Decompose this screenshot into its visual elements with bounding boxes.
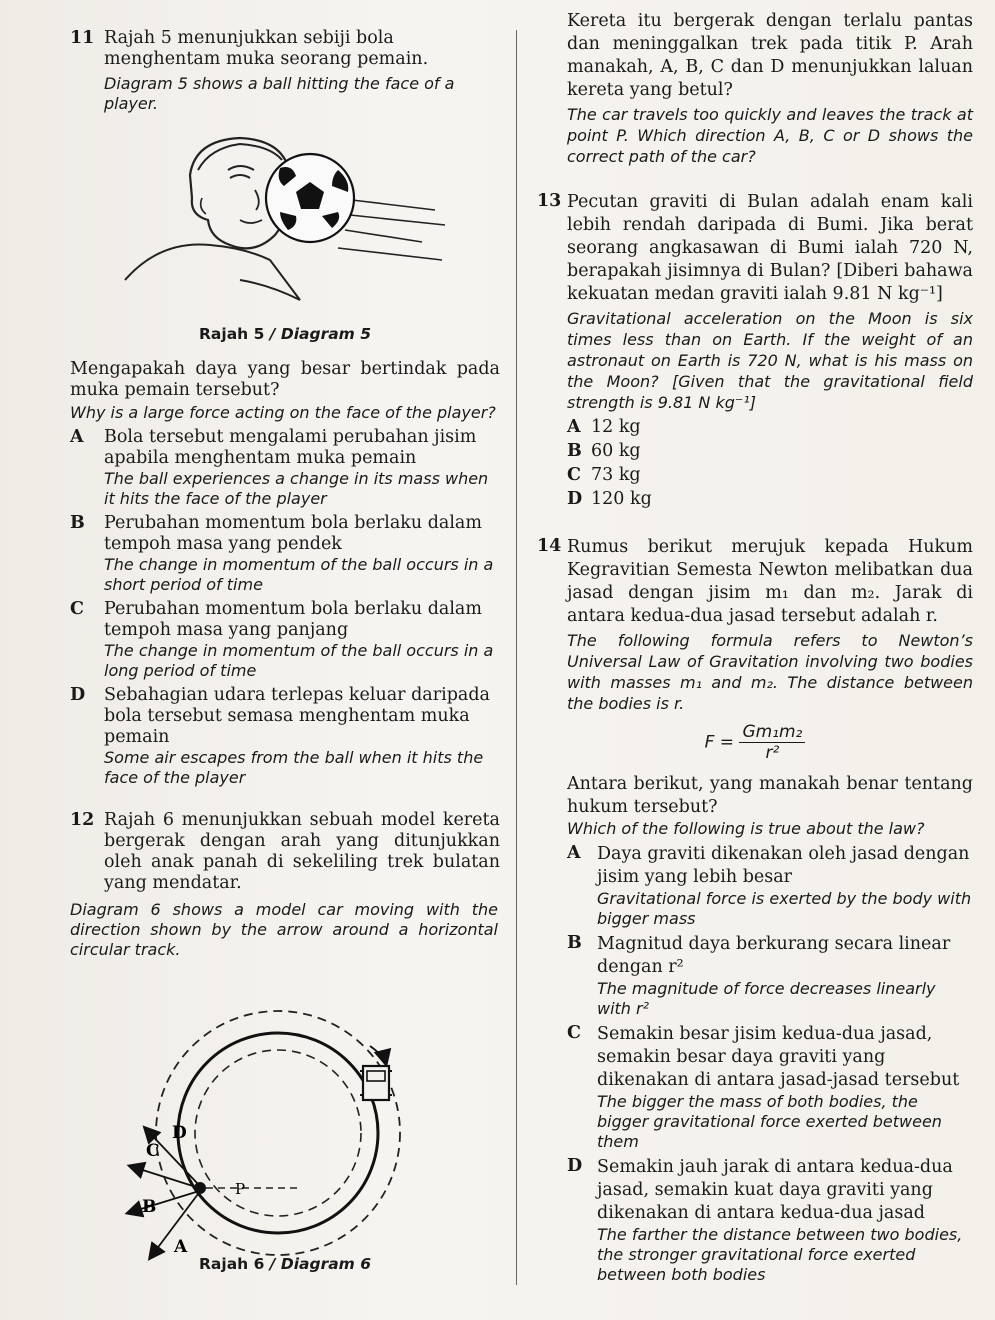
option-b[interactable] [567, 933, 973, 1019]
formula-lhs: F = [704, 732, 735, 753]
option-text-en: The ball experiences a change in its mass when it hits the face of the player [104, 469, 489, 508]
option-text-ms: Daya graviti dikenakan oleh jasad dengan jisim yang lebih besar [597, 844, 970, 887]
q13-options [537, 417, 973, 510]
formula-numerator: Gm₁m₂ [739, 722, 805, 743]
continuation-ms: Kereta itu bergerak dengan terlalu pantas dan meninggalkan trek pada titik P. Arah manakah, A, B, C dan D menunjukkan laluan kereta yang betul? [567, 11, 973, 100]
question-stem-ms: Rajah 6 menunjukkan sebuah model kereta bergerak dengan arah yang ditunjukkan oleh anak panah di sekeliling trek bulatan yang mendatar. [104, 810, 500, 893]
option-b[interactable] [567, 441, 973, 462]
option-letter: C [567, 465, 581, 485]
left-column [70, 28, 500, 1273]
option-text-en: The change in momentum of the ball occurs in a long period of time [104, 641, 494, 680]
formula-fraction [739, 722, 805, 763]
option-text-ms: Magnitud daya berkurang secara linear dengan r² [597, 934, 951, 977]
option-text-en: The change in momentum of the ball occurs in a short period of time [104, 555, 494, 594]
option-text-en: The farther the distance between two bodies, the stronger gravitational force exerted between both bodies [597, 1225, 963, 1284]
option-b[interactable] [70, 513, 500, 595]
option-d[interactable] [567, 1156, 973, 1285]
question-13 [537, 191, 973, 510]
option-text-ms: Perubahan momentum bola berlaku dalam tempoh masa yang pendek [104, 513, 482, 554]
q14-options [537, 843, 973, 1285]
caption-ms: Rajah 5 [198, 325, 265, 343]
question-prompt-ms: Antara berikut, yang manakah benar tentang hukum tersebut? [567, 774, 973, 817]
gravitation-formula [537, 722, 973, 763]
question-number: 13 [537, 191, 562, 211]
label-b: B [142, 1197, 157, 1217]
question-stem-ms: Pecutan graviti di Bulan adalah enam kali lebih rendah daripada di Bumi. Jika berat seorang angkasawan di Bumi ialah 720 N, berapakah jisimnya di Bulan? [Diberi bahawa kekuatan medan graviti ialah 9.81 N kg⁻¹] [567, 192, 973, 304]
player-ball-illustration [70, 120, 500, 325]
option-letter: B [567, 933, 582, 953]
option-letter: D [567, 489, 583, 509]
option-a[interactable] [567, 417, 973, 438]
caption-en: / Diagram 6 [269, 1255, 372, 1273]
option-c[interactable] [567, 1023, 973, 1152]
option-letter: D [567, 1156, 583, 1176]
option-letter: B [567, 441, 582, 461]
option-letter: C [70, 599, 84, 619]
option-text-en: Some air escapes from the ball when it hits the face of the player [104, 748, 484, 787]
soccer-ball-icon [266, 154, 354, 242]
option-text-en: The bigger the mass of both bodies, the bigger gravitational force exerted between them [597, 1092, 942, 1151]
caption-ms: Rajah 6 [198, 1255, 265, 1273]
option-letter: A [70, 427, 84, 447]
option-letter: A [567, 843, 581, 863]
question-number: 14 [537, 536, 562, 556]
model-car-icon [360, 1066, 392, 1100]
option-text: 73 kg [591, 465, 641, 485]
option-text-en: The magnitude of force decreases linearly with r² [597, 979, 936, 1018]
question-number: 12 [70, 810, 95, 830]
diagram-5 [70, 120, 500, 325]
option-text-ms: Semakin jauh jarak di antara kedua-dua jasad, semakin kuat daya graviti yang dikenakan di antara kedua-dua jasad [597, 1157, 953, 1223]
option-d[interactable] [567, 489, 973, 510]
option-text-ms: Semakin besar jisim kedua-dua jasad, semakin besar daya graviti yang dikenakan di antara jasad-jasad tersebut [597, 1024, 960, 1090]
option-text: 120 kg [591, 489, 652, 509]
option-d[interactable] [70, 685, 500, 788]
diagram-5-caption [70, 325, 500, 343]
question-12-continuation [537, 10, 973, 167]
option-letter: C [567, 1023, 581, 1043]
right-column [537, 10, 973, 1285]
player-shoulder-icon [125, 244, 300, 300]
label-a: A [174, 1237, 188, 1257]
option-a[interactable] [70, 427, 500, 509]
diagram-6 [70, 968, 500, 1263]
option-c[interactable] [567, 465, 973, 486]
question-12 [70, 810, 500, 1273]
question-prompt-ms: Mengapakah daya yang besar bertindak pada muka pemain tersebut? [70, 359, 500, 400]
label-d: D [172, 1123, 187, 1143]
question-stem-en: The following formula refers to Newton’s Universal Law of Gravitation involving two bodies with masses m₁ and m₂. The distance between the bodies is r. [567, 631, 973, 713]
option-text-ms: Sebahagian udara terlepas keluar daripada bola tersebut semasa menghentam muka pemain [104, 685, 490, 747]
inner-track-line [178, 1033, 378, 1233]
option-letter: A [567, 417, 581, 437]
question-prompt-en: Which of the following is true about the law? [567, 819, 925, 838]
innermost-track-line [195, 1050, 361, 1216]
option-c[interactable] [70, 599, 500, 681]
column-divider [516, 30, 517, 1285]
option-text-ms: Perubahan momentum bola berlaku dalam tempoh masa yang panjang [104, 599, 482, 640]
question-stem-en: Gravitational acceleration on the Moon is six times less than on Earth. If the weight of an astronaut on Earth is 720 N, what is his mass on the Moon? [Given that the gravitational field strength is 9.81 N kg⁻¹] [567, 309, 973, 412]
outer-track-line [156, 1011, 400, 1255]
question-prompt-en: Why is a large force acting on the face of the player? [70, 403, 496, 422]
question-stem-en: Diagram 5 shows a ball hitting the face of a player. [104, 74, 455, 113]
motion-lines [338, 200, 445, 260]
question-14 [537, 536, 973, 1285]
option-text-en: Gravitational force is exerted by the body with bigger mass [597, 889, 972, 928]
caption-en: / Diagram 5 [269, 325, 372, 343]
option-letter: B [70, 513, 85, 533]
option-text-ms: Bola tersebut mengalami perubahan jisim apabila menghentam muka pemain [104, 427, 477, 468]
question-stem-ms: Rumus berikut merujuk kepada Hukum Kegravitian Semesta Newton melibatkan dua jasad dengan jisim m₁ dan m₂. Jarak di antara kedua-dua jasad tersebut adalah r. [567, 537, 973, 626]
option-text: 60 kg [591, 441, 641, 461]
continuation-en: The car travels too quickly and leaves the track at point P. Which direction A, B, C or D shows the correct path of the car? [567, 105, 973, 166]
question-number: 11 [70, 28, 95, 48]
circular-track-diagram [70, 968, 500, 1263]
option-a[interactable] [567, 843, 973, 929]
question-stem-ms: Rajah 5 menunjukkan sebiji bola menghentam muka seorang pemain. [104, 28, 429, 69]
formula-denominator: r² [765, 743, 780, 763]
point-p-label: P [235, 1180, 246, 1198]
option-text: 12 kg [591, 417, 641, 437]
option-letter: D [70, 685, 86, 705]
question-11 [70, 28, 500, 788]
label-c: C [146, 1141, 160, 1161]
question-stem-en: Diagram 6 shows a model car moving with the direction shown by the arrow around a horizontal circular track. [70, 900, 498, 959]
